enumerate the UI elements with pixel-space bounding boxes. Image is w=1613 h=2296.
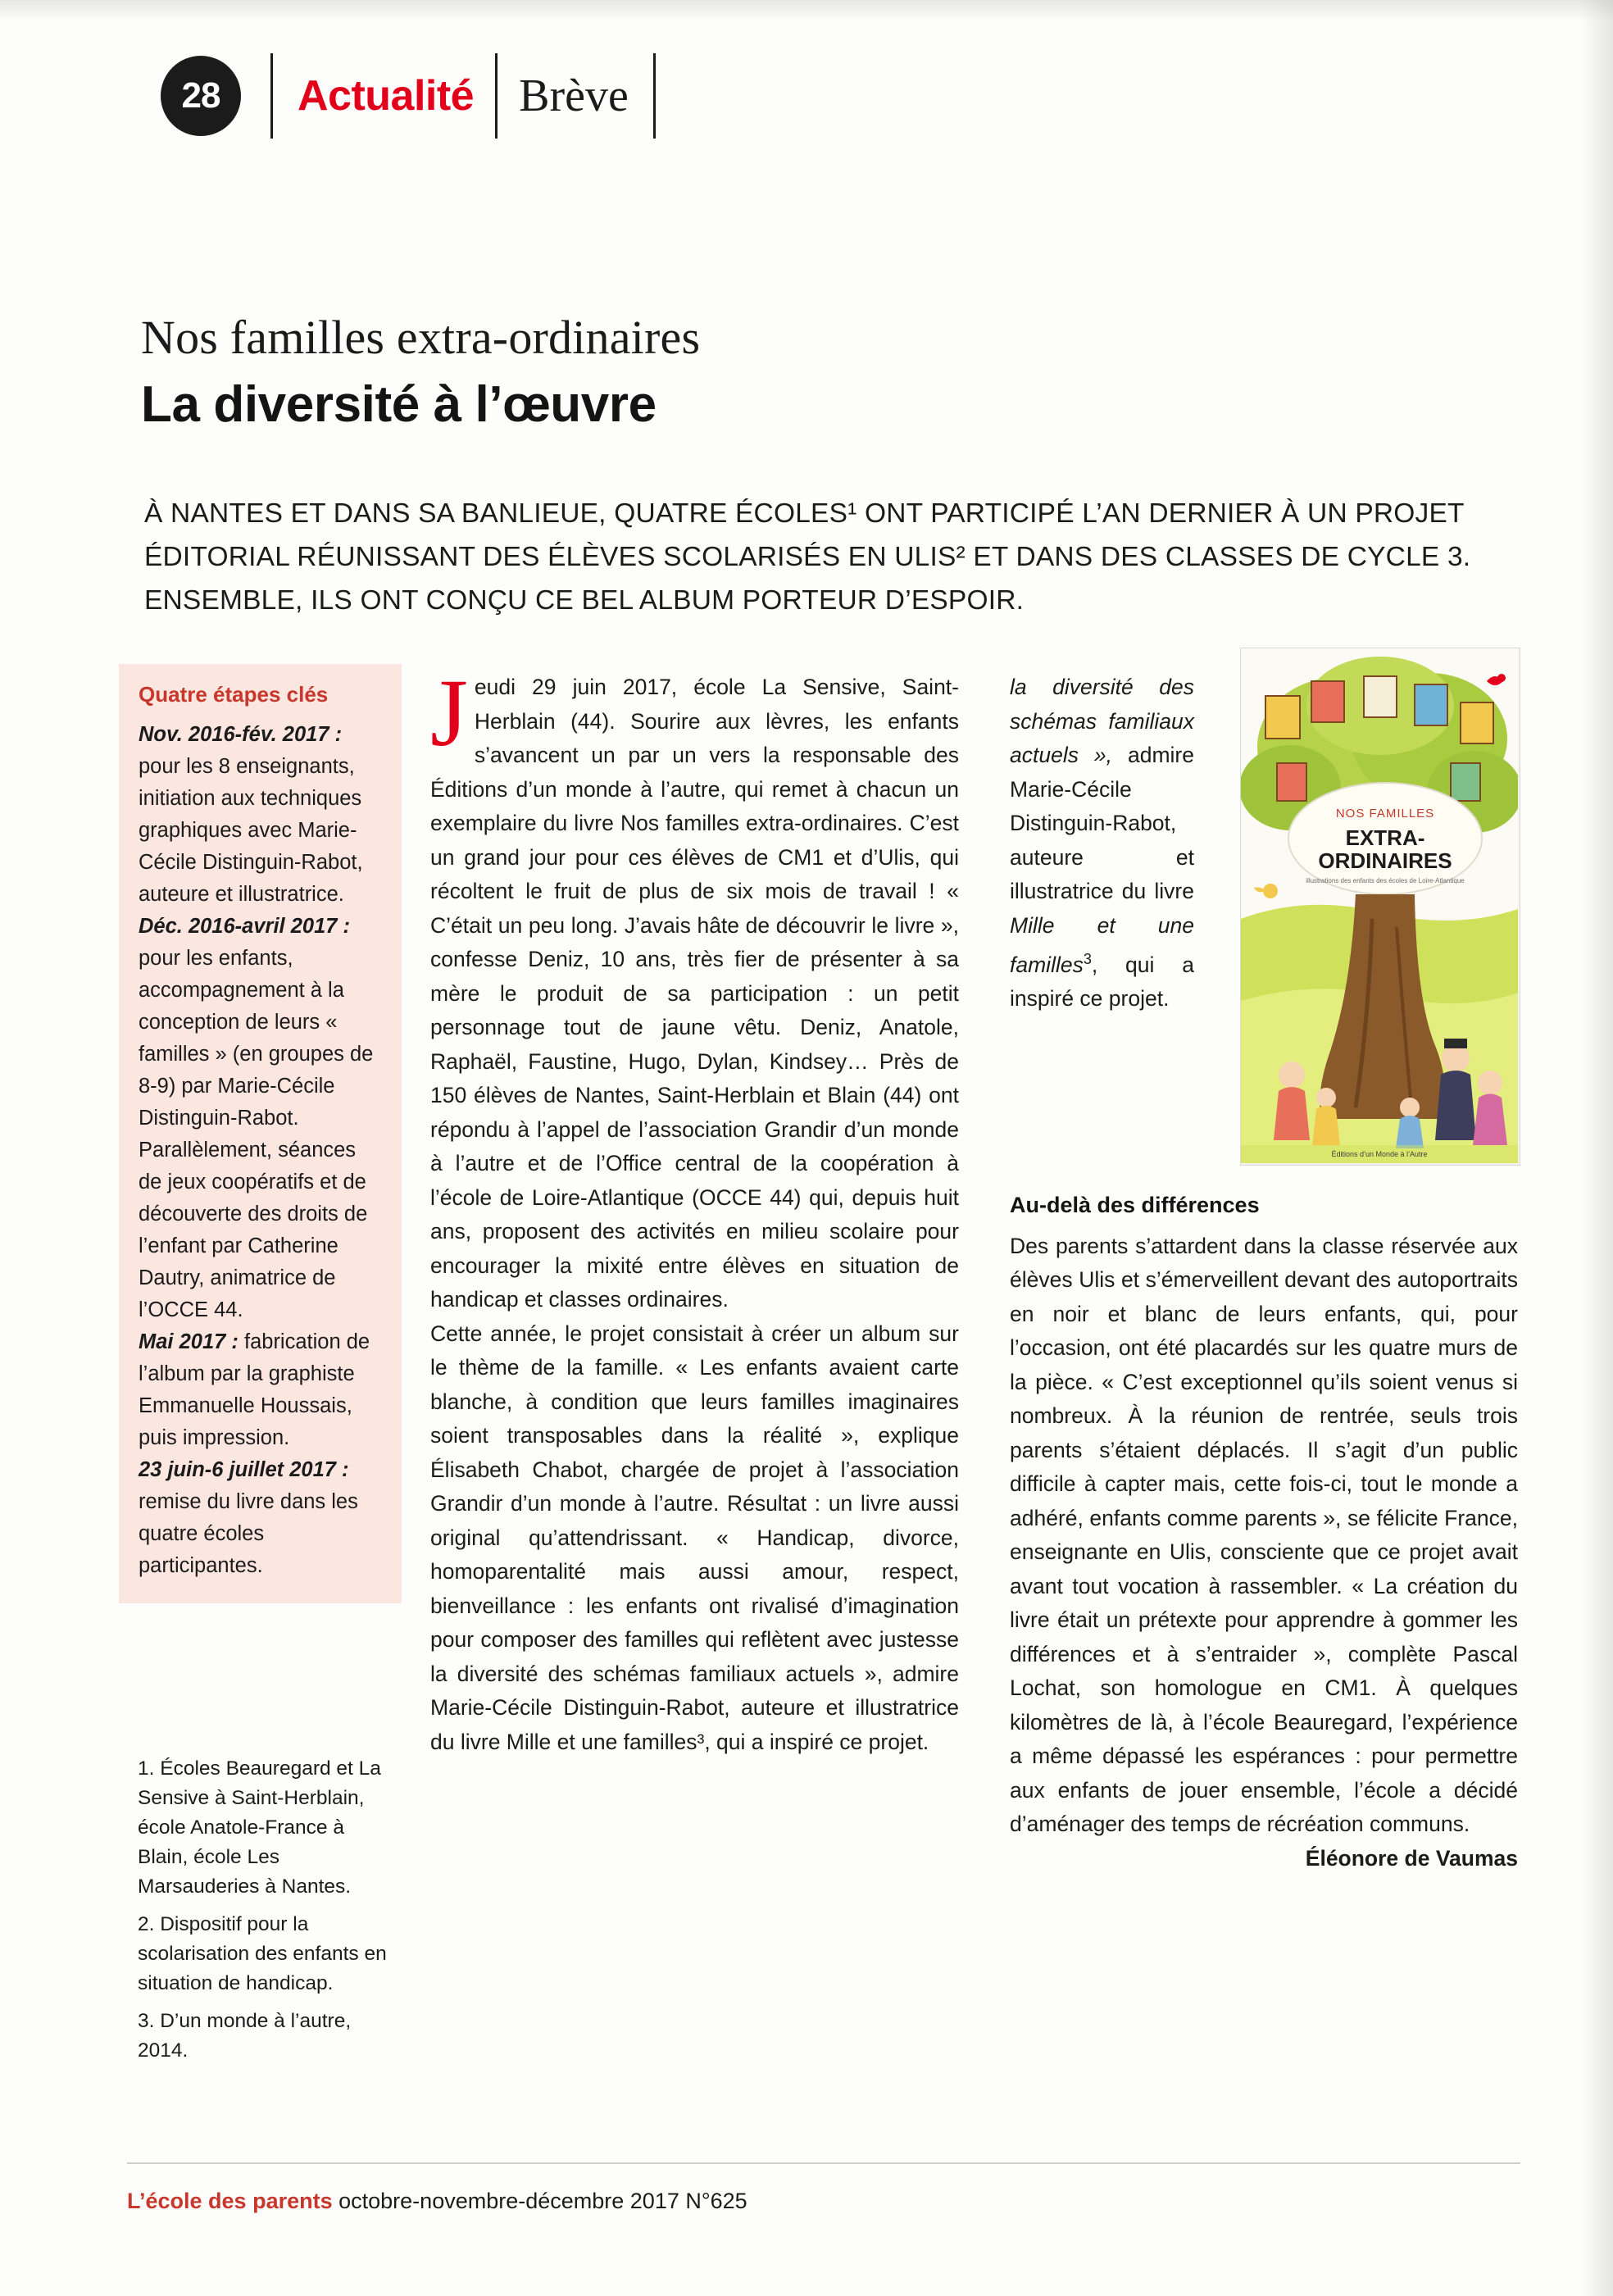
- svg-text:ORDINAIRES: ORDINAIRES: [1318, 848, 1452, 873]
- scan-shadow-right: [1580, 0, 1613, 2296]
- footnotes-block: [138, 1754, 392, 2074]
- page-header: [161, 51, 656, 141]
- article-overline: Nos familles extra-ordinaires: [141, 311, 701, 364]
- header-divider-1: [270, 53, 273, 139]
- body-paragraph-continuation: la diversité des schémas familiaux actuels », admire Marie-Cécile Distinguin-Rabot, auteure et illustratrice du livre Mille et une familles$^3$, qui a inspiré ce projet.: [1010, 675, 1194, 1012]
- sidebar-step: [139, 1326, 384, 1454]
- page-number-badge: 28: [161, 56, 241, 136]
- footnote-item: 1. Écoles Beauregard et La Sensive à Saint-Herblain, école Anatole-France à Blain, école Les Marsauderies à Nantes.: [138, 1757, 381, 1898]
- book-cover-illustration: [1241, 648, 1518, 1163]
- scan-shadow-top: [0, 0, 1613, 21]
- sidebar-step-text: remise du livre dans les quatre écoles participantes.: [139, 1490, 358, 1577]
- footer-meta: octobre-novembre-décembre 2017 N°625: [339, 2189, 747, 2213]
- body-column-right-narrow: [1010, 671, 1194, 1016]
- book-cover-image: [1240, 648, 1520, 1166]
- article-standfirst: À NANTES ET DANS SA BANLIEUE, QUATRE ÉCOLES¹ ONT PARTICIPÉ L’AN DERNIER À UN PROJET ÉDITORIAL RÉUNISSANT DES ÉLÈVES SCOLARISÉS EN ULIS² ET DANS DES CLASSES DE CYCLE 3. ENSEMBLE, ILS ONT CONÇU CE BEL ALBUM PORTEUR D’ESPOIR.: [144, 498, 1471, 616]
- page-footer: [127, 2189, 1520, 2214]
- sidebar-step: [139, 911, 384, 1326]
- article-byline: Éléonore de Vaumas: [1305, 1845, 1518, 1871]
- sidebar-step-text: pour les enfants, accompagnement à la conception de leurs « familles » (en groupes de 8-9) par Marie-Cécile Distinguin-Rabot. Parallèlement, séances de jeux coopératifs et de découverte des droits de l’enfant par Catherine Dautry, animatrice de l’OCCE 44.: [139, 947, 374, 1321]
- sidebar-key-steps: [119, 664, 402, 1603]
- body-column-center: [430, 659, 959, 1759]
- sidebar-step-text: fabrication de l’album par la graphiste Emmanuelle Houssais, puis impression.: [139, 1330, 370, 1449]
- svg-text:EXTRA-: EXTRA-: [1345, 825, 1425, 850]
- footnote-item: 2. Dispositif pour la scolarisation des enfants en situation de handicap.: [138, 1913, 387, 1994]
- header-divider-3: [653, 53, 656, 139]
- svg-text:Éditions d’un Monde à l’Autre: Éditions d’un Monde à l’Autre: [1331, 1150, 1428, 1158]
- body-paragraph: Des parents s’attardent dans la classe réservée aux élèves Ulis et s’émerveillent devant des autoportraits en noir et blanc de leurs enfants, qui, pour l’occasion, ont été placardés sur les quatre murs de la pièce. « C’est exceptionnel qu’ils soient venus si nombreux. À la réunion de rentrée, seuls trois parents s’étaient déplacés. Il s’agit d’un public difficile à capter mais, cette fois-ci, tout le monde a adhéré, enfants comme parents », se félicite France, enseignante en Ulis, consciente que ce projet avait avant tout vocation à rassembler. « La création du livre était un prétexte pour apprendre à gommer les différences et à s’entraider », complète Pascal Lochat, son homologue en CM1. À quelques kilomètres de là, à l’école Beauregard, l’expérience a même dépassé les espérances : pour permettre aux enfants de jouer ensemble, l’école a décidé d’aménager des temps de récréation communs.: [1010, 1233, 1518, 1836]
- sidebar-step: [139, 719, 384, 911]
- sidebar-step-period: Nov. 2016-fév. 2017 :: [139, 723, 343, 746]
- footer-brand: L’école des parents: [127, 2189, 333, 2213]
- footnote-item: 3. D’un monde à l’autre, 2014.: [138, 2010, 352, 2062]
- section-subhead: Au-delà des différences: [1010, 1193, 1260, 1217]
- header-divider-2: [495, 53, 498, 139]
- sidebar-step-period: 23 juin-6 juillet 2017 :: [139, 1458, 349, 1481]
- page-title: La diversité à l’œuvre: [141, 376, 657, 433]
- body-paragraph-text: eudi 29 juin 2017, école La Sensive, Saint-Herblain (44). Sourire aux lèvres, les enfants s’avancent un par un vers la responsable des Éditions d’un monde à l’autre, qui remet à chacun un exemplaire du livre Nos familles extra-ordinaires. C’est un grand jour pour ces élèves de CM1 et d’Ulis, qui récoltent le fruit de plus de six mois de travail ! « C’était un peu long. J’avais hâte de découvrir le livre », confesse Deniz, 10 ans, très fier de présenter à sa mère le produit de sa participation : un petit personnage tout de jaune vêtu. Deniz, Anatole, Raphaël, Faustine, Hugo, Dylan, Kindsey… Près de 150 élèves de Nantes, Saint-Herblain et Blain (44) ont répondu à l’appel de l’association Grandir d’un monde à l’autre et de l’Office central de la coopération à l’école de Loire-Atlantique (OCCE 44) qui, depuis huit ans, proposent des activités en milieu scolaire pour encourager la mixité entre élèves en situation de handicap et classes ordinaires.: [430, 675, 959, 1312]
- sidebar-title: Quatre étapes clés: [139, 682, 329, 707]
- body-paragraph: Cette année, le projet consistait à créer un album sur le thème de la famille. « Les enfants avaient carte blanche, à condition que leurs familles imaginaires soient transposables dans la réalité », explique Élisabeth Chabot, chargée de projet à l’association Grandir d’un monde à l’autre. Résultat : un livre aussi original qu’attendrissant. « Handicap, divorce, homoparentalité mais aussi amour, respect, bienveillance : les enfants ont rivalisé d’imagination pour composer des familles qui reflètent avec justesse la diversité des schémas familiaux actuels », admire Marie-Cécile Distinguin-Rabot, auteure et illustratrice du livre Mille et une familles³, qui a inspiré ce projet.: [430, 1321, 959, 1754]
- drop-cap: J: [430, 659, 468, 766]
- svg-text:NOS FAMILLES: NOS FAMILLES: [1335, 807, 1435, 821]
- sidebar-step-text: pour les 8 enseignants, initiation aux techniques graphiques avec Marie-Cécile Distinguin-Rabot, auteure et illustratrice.: [139, 755, 363, 906]
- sidebar-step: [139, 1454, 384, 1582]
- body-paragraph: [430, 659, 959, 1317]
- body-column-right: [1010, 1189, 1518, 1875]
- rubric-label: Actualité: [298, 72, 475, 120]
- svg-text:illustrations des enfants des: illustrations des enfants des écoles de Loire-Atlantique: [1306, 877, 1465, 884]
- sidebar-step-period: Mai 2017 :: [139, 1330, 239, 1353]
- footer-divider: [127, 2162, 1520, 2164]
- kicker-label: Brève: [519, 70, 629, 121]
- sidebar-step-period: Déc. 2016-avril 2017 :: [139, 915, 351, 938]
